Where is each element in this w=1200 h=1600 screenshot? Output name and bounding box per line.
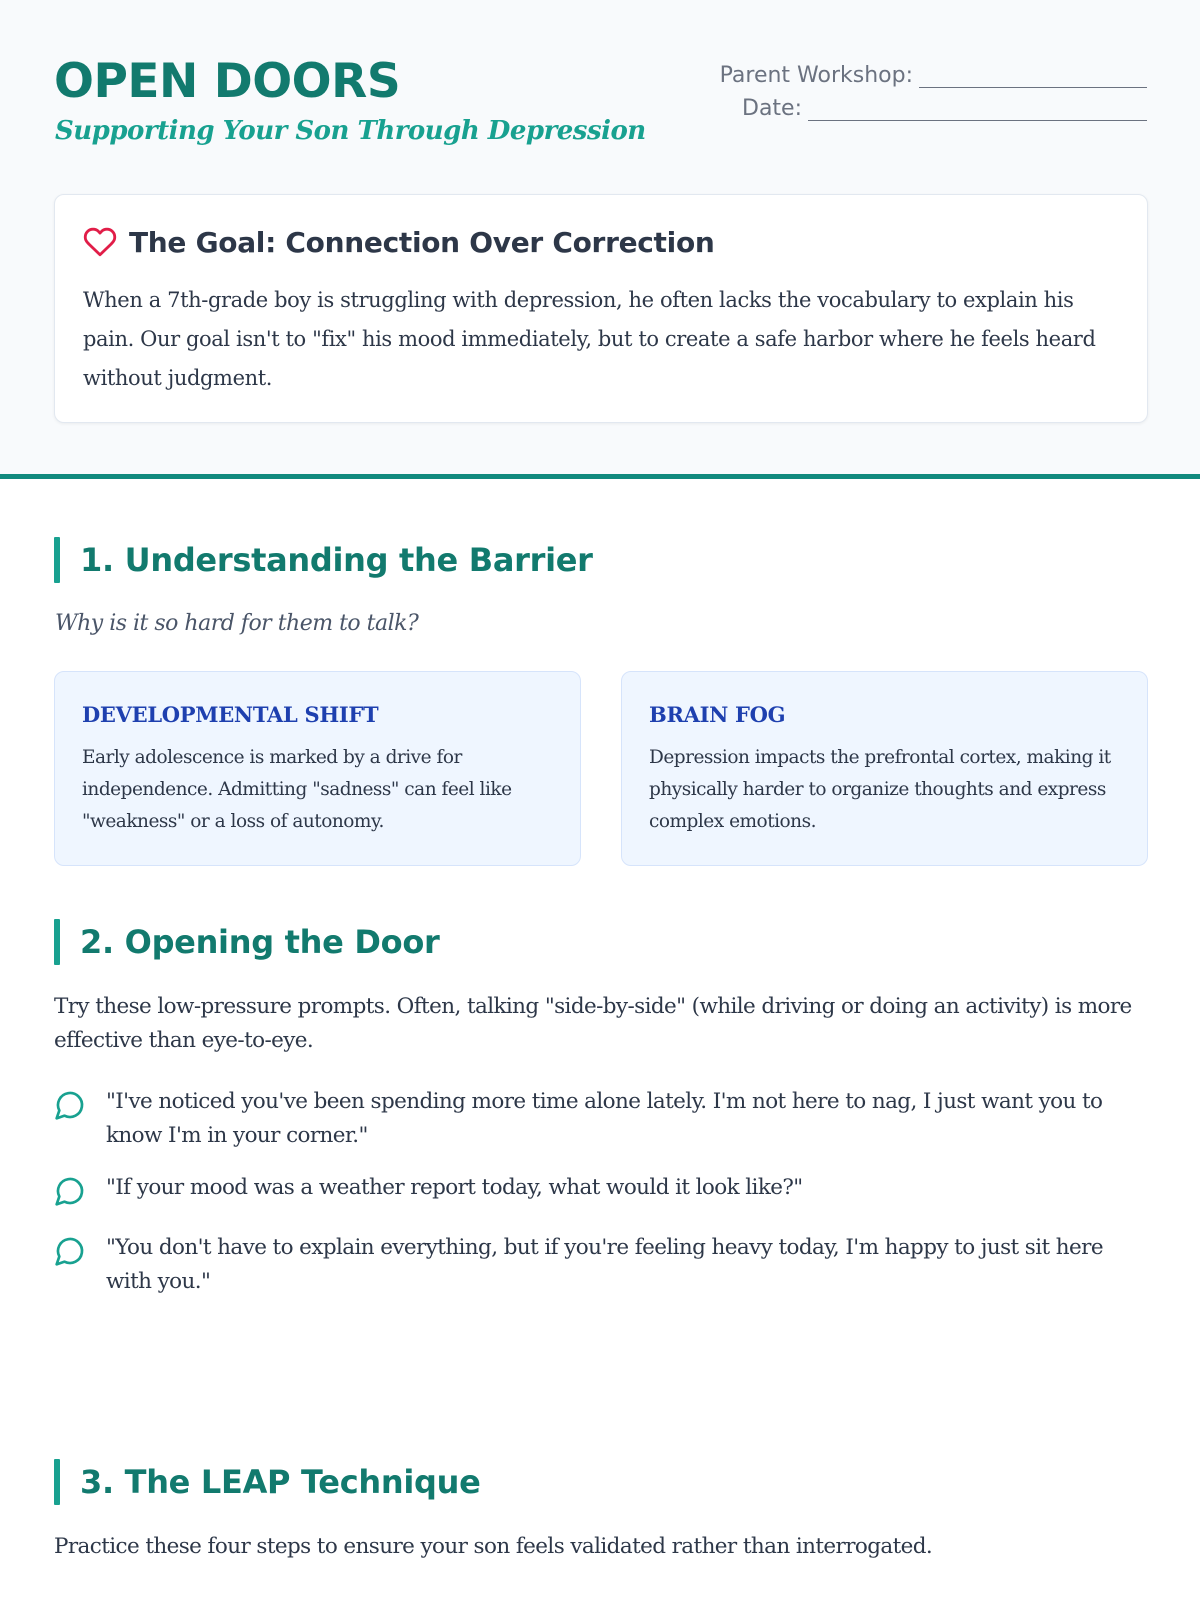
section-accent-bar — [54, 1459, 60, 1505]
section-accent-bar — [54, 537, 60, 583]
section-2-heading — [54, 919, 440, 965]
section-2-intro: Try these low-pressure prompts. Often, talking "side-by-side" (while driving or doing an activity) is more effective than eye-to-eye. — [54, 994, 1132, 1053]
workshop-meta — [720, 55, 1147, 121]
info-card-developmental-shift — [54, 671, 581, 866]
section-1-title: 1. Understanding the Barrier — [80, 541, 593, 579]
prompt-item — [54, 1171, 1154, 1207]
section-3-title: 3. The LEAP Technique — [80, 1463, 481, 1501]
workshop-row — [720, 55, 1147, 88]
speech-bubble-icon — [54, 1235, 86, 1267]
workshop-blank-line — [919, 66, 1147, 88]
workshop-label: Parent Workshop: — [719, 63, 913, 88]
date-label: Date: — [742, 96, 802, 121]
prompt-text: "If your mood was a weather report today, what would it look like?" — [106, 1175, 803, 1200]
goal-card — [54, 194, 1148, 423]
prompt-text: "I've noticed you've been spending more time alone lately. I'm not here to nag, I just want you to know I'm in your corner." — [106, 1089, 1103, 1148]
speech-bubble-icon — [54, 1175, 86, 1207]
page-title: OPEN DOORS — [54, 54, 401, 109]
heart-icon — [83, 225, 117, 259]
date-blank-line — [808, 99, 1147, 121]
section-1-subtitle: Why is it so hard for them to talk? — [55, 611, 419, 636]
goal-heading — [83, 225, 715, 259]
goal-text: When a 7th-grade boy is struggling with depression, he often lacks the vocabulary to explain his pain. Our goal isn't to "fix" his mood immediately, but to create a safe harbor where he feels heard without judgment. — [83, 288, 1096, 390]
page-subtitle: Supporting Your Son Through Depression — [55, 116, 646, 146]
section-accent-bar — [54, 919, 60, 965]
prompt-item — [54, 1085, 1154, 1153]
prompt-item — [54, 1231, 1154, 1299]
info-card-title: DEVELOPMENTAL SHIFT — [82, 702, 379, 727]
info-card-brain-fog — [621, 671, 1148, 866]
date-row — [720, 88, 1147, 121]
section-1-heading — [54, 537, 593, 583]
header — [0, 0, 1200, 479]
info-card-text: Depression impacts the prefrontal cortex, making it physically harder to organize thoughts and express complex emotions. — [649, 747, 1111, 832]
section-2-title: 2. Opening the Door — [80, 923, 440, 961]
section-3-intro: Practice these four steps to ensure your son feels validated rather than interrogated. — [54, 1534, 933, 1559]
info-card-title: BRAIN FOG — [649, 702, 786, 727]
goal-title: The Goal: Connection Over Correction — [129, 225, 715, 259]
section-3-heading — [54, 1459, 481, 1505]
prompt-text: "You don't have to explain everything, but if you're feeling heavy today, I'm happy to just sit here with you." — [106, 1235, 1103, 1294]
speech-bubble-icon — [54, 1089, 86, 1121]
info-card-text: Early adolescence is marked by a drive for independence. Admitting "sadness" can feel like "weakness" or a loss of autonomy. — [82, 747, 512, 832]
